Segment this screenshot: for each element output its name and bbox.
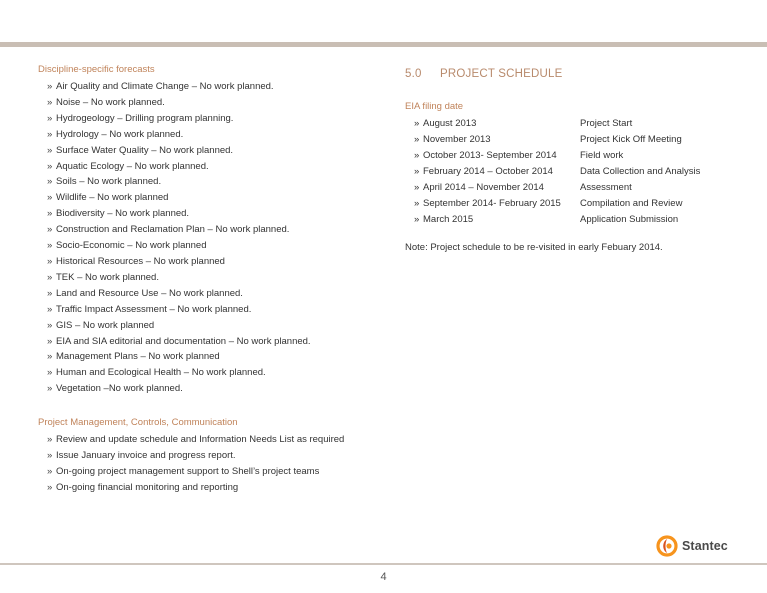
bullet-marker: » bbox=[47, 128, 53, 140]
schedule-row bbox=[405, 196, 745, 212]
discipline-item bbox=[38, 254, 378, 270]
management-item bbox=[38, 448, 378, 464]
discipline-item bbox=[38, 334, 378, 350]
bullet-marker: » bbox=[414, 214, 420, 225]
right-column bbox=[405, 63, 745, 255]
bullet-marker: » bbox=[414, 134, 420, 145]
bullet-marker: » bbox=[414, 150, 420, 161]
list-item-text: Traffic Impact Assessment – No work planned. bbox=[56, 303, 252, 315]
bullet-marker: » bbox=[47, 208, 53, 220]
management-item bbox=[38, 464, 378, 480]
bullet-marker: » bbox=[414, 118, 420, 129]
logo-text: Stantec bbox=[682, 539, 728, 553]
discipline-item bbox=[38, 206, 378, 222]
schedule-row bbox=[405, 132, 745, 148]
list-item-text: Hydrology – No work planned. bbox=[56, 128, 184, 140]
list-item-text: Wildlife – No work planned bbox=[56, 192, 169, 204]
schedule-activity: Application Submission bbox=[580, 214, 679, 225]
list-item-text: Human and Ecological Health – No work planned. bbox=[56, 367, 266, 379]
bullet-marker: » bbox=[47, 335, 53, 347]
section-title bbox=[405, 66, 745, 82]
schedule-activity: Project Kick Off Meeting bbox=[580, 134, 682, 145]
list-item-text: Hydrogeology – Drilling program planning. bbox=[56, 112, 234, 124]
discipline-item bbox=[38, 286, 378, 302]
stantec-logo bbox=[656, 535, 728, 557]
disciplines-heading: Discipline-specific forecasts bbox=[38, 64, 155, 75]
stantec-logo-icon bbox=[656, 535, 678, 557]
page-number: 4 bbox=[380, 571, 387, 583]
schedule-activity: Assessment bbox=[580, 182, 632, 193]
discipline-item bbox=[38, 79, 378, 95]
schedule-date: October 2013- September 2014 bbox=[423, 150, 557, 161]
management-heading: Project Management, Controls, Communication bbox=[38, 417, 238, 429]
list-item-text: GIS – No work planned bbox=[56, 319, 155, 331]
management-item bbox=[38, 480, 378, 496]
bullet-marker: » bbox=[414, 182, 420, 193]
schedule-activity: Data Collection and Analysis bbox=[580, 166, 701, 177]
schedule-row bbox=[405, 148, 745, 164]
schedule-note: Note: Project schedule to be re-visited in early Febuary 2014. bbox=[405, 242, 663, 253]
schedule-date: August 2013 bbox=[423, 118, 477, 129]
bullet-marker: » bbox=[47, 434, 53, 446]
header-rule bbox=[0, 42, 767, 47]
bullet-marker: » bbox=[414, 166, 420, 177]
list-item-text: Biodiversity – No work planned. bbox=[56, 208, 190, 220]
discipline-item bbox=[38, 365, 378, 381]
footer-rule bbox=[0, 563, 767, 565]
schedule-date: February 2014 – October 2014 bbox=[423, 166, 553, 177]
list-item-text: Soils – No work planned. bbox=[56, 176, 162, 188]
bullet-marker: » bbox=[47, 144, 53, 156]
bullet-marker: » bbox=[47, 176, 53, 188]
eia-filing-heading: EIA filing date bbox=[405, 101, 464, 112]
schedule-activity: Project Start bbox=[580, 118, 633, 129]
discipline-item bbox=[38, 318, 378, 334]
list-item-text: On-going financial monitoring and reporting bbox=[56, 481, 239, 493]
schedule-date: April 2014 – November 2014 bbox=[423, 182, 544, 193]
bullet-marker: » bbox=[47, 287, 53, 299]
list-item-text: Noise – No work planned. bbox=[56, 96, 165, 108]
schedule-date: March 2015 bbox=[423, 214, 474, 225]
list-item-text: Land and Resource Use – No work planned. bbox=[56, 287, 243, 299]
discipline-item bbox=[38, 127, 378, 143]
section-title-text: PROJECT SCHEDULE bbox=[440, 68, 563, 80]
schedule-row bbox=[405, 116, 745, 132]
discipline-item bbox=[38, 238, 378, 254]
discipline-item bbox=[38, 270, 378, 286]
list-item-text: Air Quality and Climate Change – No work planned. bbox=[56, 81, 274, 92]
discipline-item bbox=[38, 349, 378, 365]
bullet-marker: » bbox=[47, 481, 53, 493]
bullet-marker: » bbox=[47, 96, 53, 108]
discipline-item bbox=[38, 302, 378, 318]
left-column bbox=[38, 63, 378, 496]
discipline-item bbox=[38, 174, 378, 190]
list-item-text: TEK – No work planned. bbox=[56, 271, 159, 283]
discipline-item bbox=[38, 111, 378, 127]
schedule-date: November 2013 bbox=[423, 134, 491, 145]
management-list bbox=[38, 432, 378, 496]
bullet-marker: » bbox=[47, 160, 53, 172]
bullet-marker: » bbox=[47, 192, 53, 204]
disciplines-list bbox=[38, 79, 378, 397]
bullet-marker: » bbox=[47, 224, 53, 236]
bullet-marker: » bbox=[47, 81, 53, 92]
list-item-text: Issue January invoice and progress report. bbox=[56, 450, 236, 462]
bullet-marker: » bbox=[47, 383, 53, 395]
bullet-marker: » bbox=[47, 319, 53, 331]
bullet-marker: » bbox=[47, 303, 53, 315]
schedule-activity: Compilation and Review bbox=[580, 198, 683, 209]
list-item-text: On-going project management support to Shell’s project teams bbox=[56, 465, 320, 477]
list-item-text: Vegetation –No work planned. bbox=[56, 383, 183, 395]
schedule-row bbox=[405, 212, 745, 228]
schedule-date: September 2014- February 2015 bbox=[423, 198, 561, 209]
list-item-text: Review and update schedule and Information Needs List as required bbox=[56, 434, 345, 446]
bullet-marker: » bbox=[47, 112, 53, 124]
management-item bbox=[38, 432, 378, 448]
discipline-item bbox=[38, 381, 378, 397]
bullet-marker: » bbox=[47, 450, 53, 462]
discipline-item bbox=[38, 95, 378, 111]
bullet-marker: » bbox=[47, 271, 53, 283]
list-item-text: Construction and Reclamation Plan – No work planned. bbox=[56, 224, 290, 236]
bullet-marker: » bbox=[47, 255, 53, 267]
bullet-marker: » bbox=[47, 465, 53, 477]
discipline-item bbox=[38, 190, 378, 206]
list-item-text: EIA and SIA editorial and documentation – No work planned. bbox=[56, 335, 311, 347]
discipline-item bbox=[38, 143, 378, 159]
schedule-activity: Field work bbox=[580, 150, 624, 161]
schedule-row bbox=[405, 164, 745, 180]
list-item-text: Surface Water Quality – No work planned. bbox=[56, 144, 234, 156]
bullet-marker: » bbox=[47, 367, 53, 379]
schedule-list bbox=[405, 116, 745, 228]
bullet-marker: » bbox=[47, 240, 53, 252]
bullet-marker: » bbox=[47, 351, 53, 363]
bullet-marker: » bbox=[414, 198, 420, 209]
section-number: 5.0 bbox=[405, 68, 422, 80]
discipline-item bbox=[38, 159, 378, 175]
list-item-text: Management Plans – No work planned bbox=[56, 351, 220, 363]
list-item-text: Historical Resources – No work planned bbox=[56, 255, 225, 267]
list-item-text: Aquatic Ecology – No work planned. bbox=[56, 160, 209, 172]
schedule-row bbox=[405, 180, 745, 196]
list-item-text: Socio-Economic – No work planned bbox=[56, 240, 207, 252]
discipline-item bbox=[38, 222, 378, 238]
